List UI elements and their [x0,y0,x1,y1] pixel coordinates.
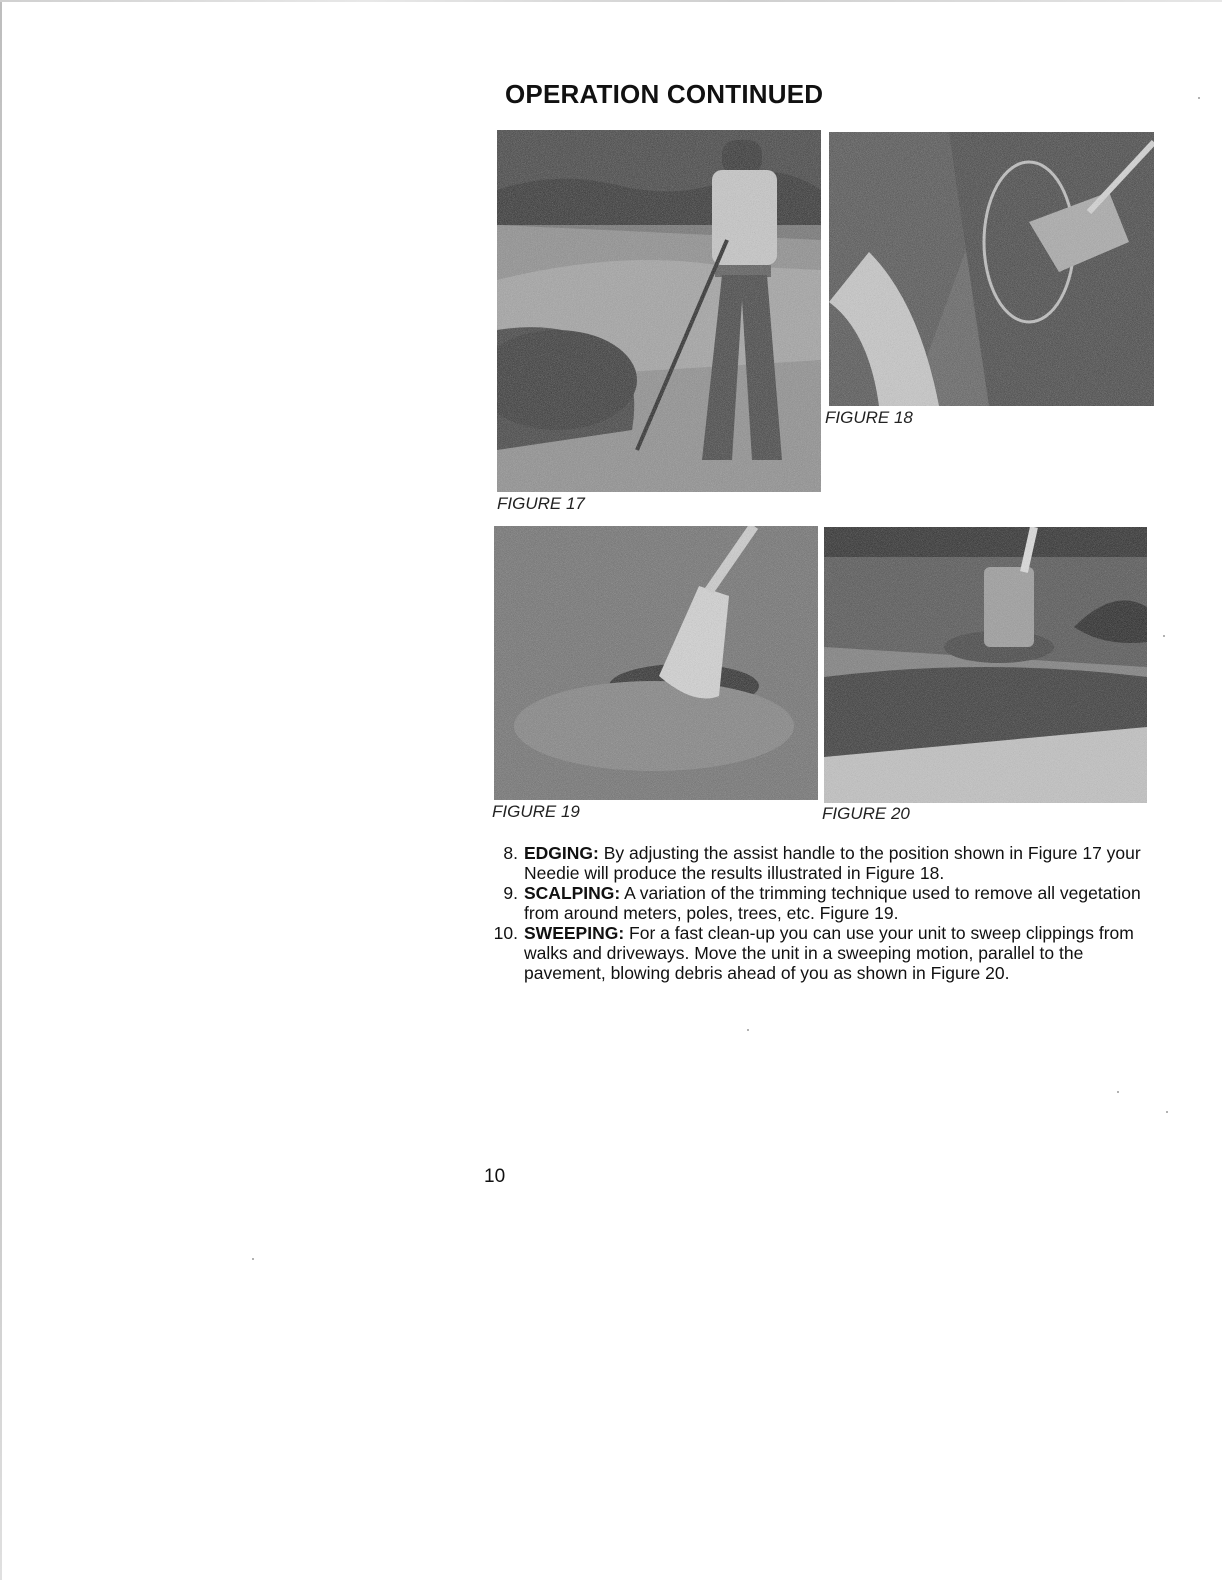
scan-speck [1117,1091,1119,1093]
scan-speck [747,1029,749,1031]
step-text: A variation of the trimming technique used to remove all vegetation from around meters, poles, trees, etc. Figure 19. [524,883,1141,923]
list-item [486,843,1146,883]
figure-18-photo [829,132,1154,406]
scan-speck [1166,1111,1168,1113]
step-number: 10. [493,923,518,943]
step-term: SCALPING: [524,883,621,903]
page-scan-edge-top [0,0,1222,2]
step-text: By adjusting the assist handle to the position shown in Figure 17 your Needie will produce the results illustrated in Figure 18. [524,843,1141,883]
figure-18-caption: FIGURE 18 [825,408,913,427]
step-number: 9. [503,883,518,903]
step-number: 8. [503,843,518,863]
step-body [524,923,1146,983]
page-scan-edge-left [0,0,2,1580]
figure-20-caption: FIGURE 20 [822,804,910,823]
scan-speck [252,1258,254,1260]
figure-17-photo [497,130,821,492]
list-item [486,883,1146,923]
step-text: For a fast clean-up you can use your unit to sweep clippings from walks and driveways. Move the unit in a sweeping motion, parallel to the pavement, blowing debris ahead of you as shown in Figure 20. [524,923,1134,983]
step-term: EDGING: [524,843,599,863]
page-number: 10 [484,1166,506,1187]
scan-speck [1163,635,1165,637]
figure-19-caption: FIGURE 19 [492,802,580,821]
figure-20-photo [824,527,1147,803]
step-body [524,843,1146,883]
section-heading: OPERATION CONTINUED [505,79,824,109]
step-term: SWEEPING: [524,923,625,943]
operation-steps-list [486,843,1146,983]
figure-17-caption: FIGURE 17 [497,494,585,513]
step-body [524,883,1146,923]
list-item [486,923,1146,983]
figure-19-photo [494,526,818,800]
scan-speck [1198,97,1200,99]
